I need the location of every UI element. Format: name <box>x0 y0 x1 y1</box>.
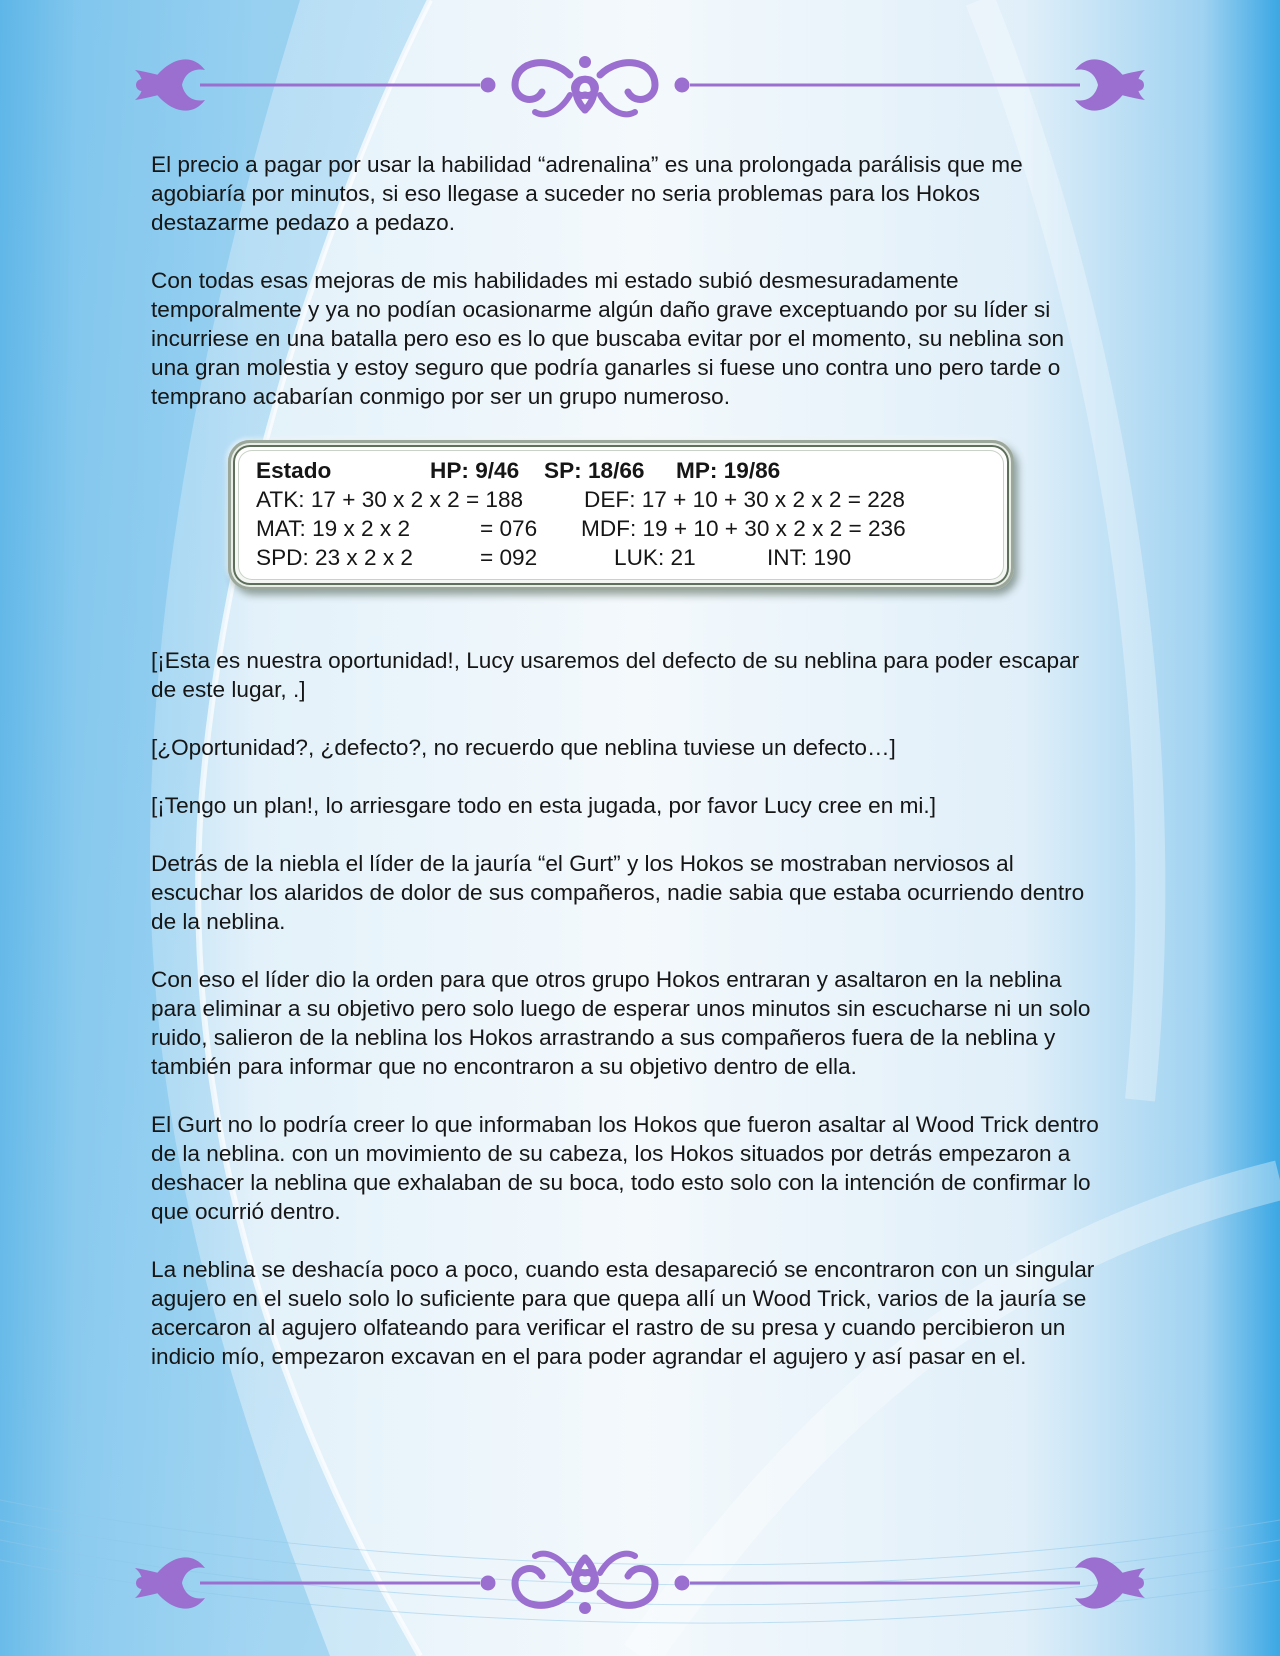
status-mat-result: = 076 <box>480 516 538 541</box>
status-title: Estado <box>256 458 332 483</box>
paragraph: [¿Oportunidad?, ¿defecto?, no recuerdo que neblina tuviese un defecto…] <box>151 735 896 760</box>
paragraph: La neblina se deshacía poco a poco, cuando esta desapareció se encontraron con un singular agujero en el suelo solo lo suficiente para que quepa allí un Wood Trick, varios de la jauría se acercaron al agujero olfateando para verificar el rastro de su presa y cuando percibieron un indicio mío, empezaron excavan en el para poder agrandar el agujero y así pasar en el. <box>151 1257 1095 1369</box>
status-sp: SP: 18/66 <box>544 458 645 483</box>
flourish-divider-icon <box>130 1538 1150 1628</box>
paragraph: Con eso el líder dio la orden para que otros grupo Hokos entraran y asaltaron en la neblina para eliminar a su objetivo pero solo luego de esperar unos minutos sin escucharse ni un solo ruido, salieron de la neblina los Hokos arrastrando a sus compañeros fuera de la neblina y también para informar que no encontraron a su objetivo dentro de ella. <box>151 967 1091 1079</box>
status-atk: ATK: 17 + 30 x 2 x 2 = 188 <box>256 487 524 512</box>
status-luk: LUK: 21 <box>614 545 696 570</box>
status-panel-inner <box>238 450 1004 580</box>
status-mp: MP: 19/86 <box>676 458 781 483</box>
page-content <box>151 150 1101 1400</box>
status-mdf: MDF: 19 + 10 + 30 x 2 x 2 = 236 <box>581 516 906 541</box>
paragraph: [¡Tengo un plan!, lo arriesgare todo en esta jugada, por favor Lucy cree en mi.] <box>151 793 936 818</box>
flourish-divider-icon <box>130 40 1150 130</box>
status-hp: HP: 9/46 <box>430 458 520 483</box>
paragraph: [¡Esta es nuestra oportunidad!, Lucy usaremos del defecto de su neblina para poder escapar de este lugar, .] <box>151 648 1080 702</box>
paragraph: El Gurt no lo podría creer lo que informaban los Hokos que fueron asaltar al Wood Trick dentro de la neblina. con un movimiento de su cabeza, los Hokos situados por detrás empezaron a deshacer la neblina que exhalaban de su boca, todo esto solo con la intención de confirmar lo que ocurrió dentro. <box>151 1112 1099 1224</box>
status-def: DEF: 17 + 10 + 30 x 2 x 2 = 228 <box>584 487 905 512</box>
paragraph: Detrás de la niebla el líder de la jauría “el Gurt” y los Hokos se mostraban nerviosos al escuchar los alaridos de dolor de sus compañeros, nadie sabia que estaba ocurriendo dentro de la neblina. <box>151 851 1085 934</box>
status-spd: SPD: 23 x 2 x 2 <box>256 545 413 570</box>
status-panel <box>228 440 1014 590</box>
status-spd-result: = 092 <box>480 545 538 570</box>
paragraph: Con todas esas mejoras de mis habilidades mi estado subió desmesuradamente temporalmente y ya no podían ocasionarme algún daño grave exceptuando por su líder si incurriese en una batalla pero eso es lo que buscaba evitar por el momento, su neblina son una gran molestia y estoy seguro que podría ganarles si fuese uno contra uno pero tarde o temprano acabarían conmigo por ser un grupo numeroso. <box>151 268 1065 409</box>
status-int: INT: 190 <box>767 545 852 570</box>
paragraph: El precio a pagar por usar la habilidad “adrenalina” es una prolongada parálisis que me agobiaría por minutos, si eso llegase a suceder no seria problemas para los Hokos destazarme pedazo a pedazo. <box>151 152 1023 235</box>
status-mat: MAT: 19 x 2 x 2 <box>256 516 411 541</box>
